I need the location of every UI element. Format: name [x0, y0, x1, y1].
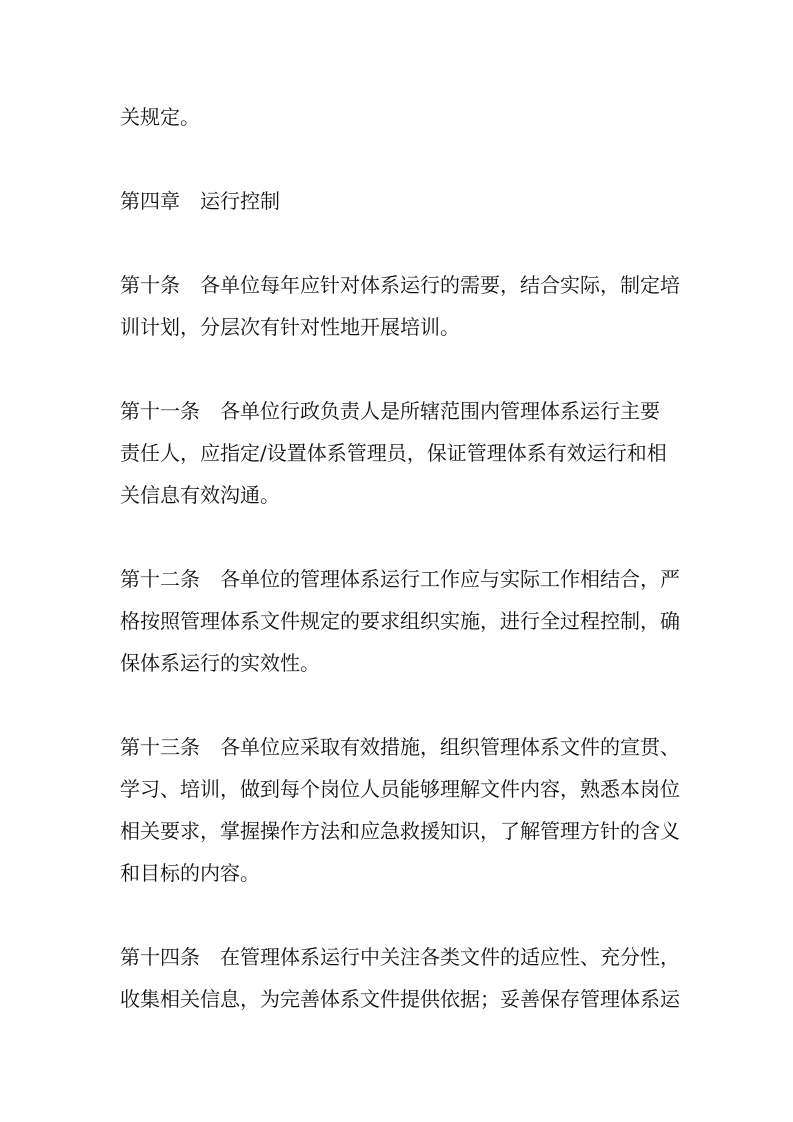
- text-line: 关规定。: [120, 105, 200, 129]
- text-line: 学习、培训，做到每个岗位人员能够理解文件内容，熟悉本岗位: [120, 777, 680, 801]
- text-line: 第十条 各单位每年应针对体系运行的需要，结合实际，制定培: [120, 273, 680, 297]
- text-line: 相关要求，掌握操作方法和应急救援知识，了解管理方针的含义: [120, 819, 680, 843]
- text-line: 格按照管理体系文件规定的要求组织实施，进行全过程控制，确: [120, 609, 680, 633]
- text-line: 第十一条 各单位行政负责人是所辖范围内管理体系运行主要: [120, 399, 660, 423]
- article-11: [120, 390, 700, 516]
- text-line: 收集相关信息，为完善体系文件提供依据；妥善保存管理体系运: [120, 987, 680, 1011]
- text-line: 第十三条 各单位应采取有效措施，组织管理体系文件的宣贯、: [120, 735, 680, 759]
- text-line: 训计划，分层次有针对性地开展培训。: [120, 315, 460, 339]
- text-line: 保体系运行的实效性。: [120, 651, 320, 675]
- article-13: [120, 726, 700, 894]
- article-14: [120, 936, 700, 1020]
- text-line: 第十二条 各单位的管理体系运行工作应与实际工作相结合，严: [120, 567, 680, 591]
- article-10: [120, 264, 700, 348]
- text-line: 关信息有效沟通。: [120, 483, 280, 507]
- text-line: 第四章 运行控制: [120, 189, 280, 213]
- article-12: [120, 558, 700, 684]
- paragraph-continuation: [120, 96, 700, 138]
- chapter-heading: [120, 180, 700, 222]
- document-page: [120, 96, 700, 1062]
- text-line: 责任人，应指定/设置体系管理员，保证管理体系有效运行和相: [120, 441, 667, 465]
- text-line: 第十四条 在管理体系运行中关注各类文件的适应性、充分性，: [120, 945, 680, 969]
- text-line: 和目标的内容。: [120, 861, 260, 885]
